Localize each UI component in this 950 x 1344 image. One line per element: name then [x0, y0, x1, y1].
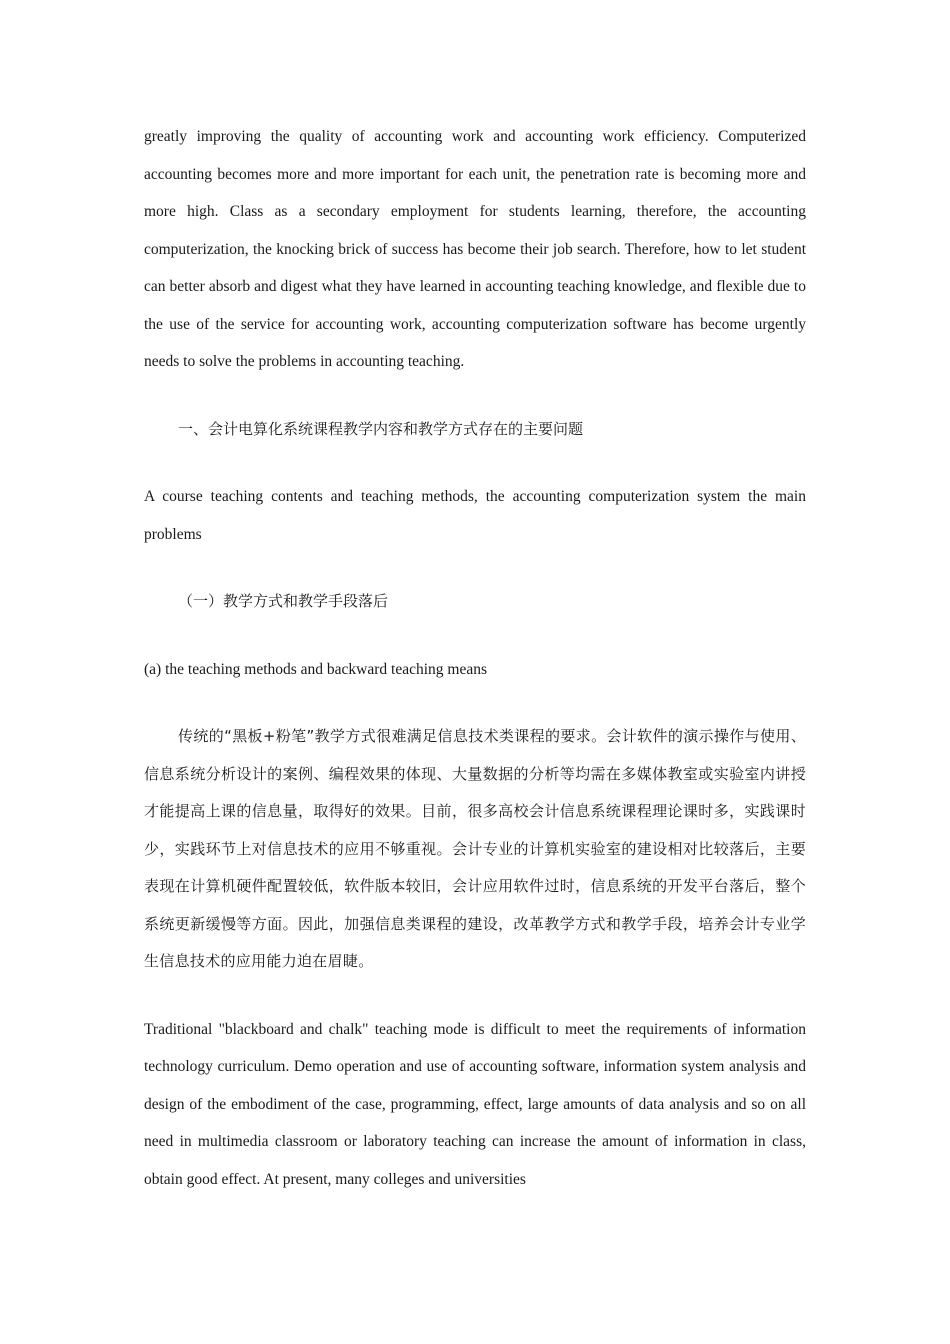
spacer — [144, 621, 806, 651]
spacer — [144, 448, 806, 478]
paragraph-body-cn: 传统的“黑板+粉笔”教学方式很难满足信息技术类课程的要求。会计软件的演示操作与使用、信息系统分析设计的案例、编程效果的体现、大量数据的分析等均需在多媒体教室或实验室内讲授才能提高上课的信息量，取得好的效果。目前，很多高校会计信息系统课程理论课时多，实践课时少，实践环节上对信息技术的应用不够重视。会计专业的计算机实验室的建设相对比较落后，主要表现在计算机硬件配置较低，软件版本较旧，会计应用软件过时，信息系统的开发平台落后，整个系统更新缓慢等方面。因此，加强信息类课程的建设，改革教学方式和教学手段，培养会计专业学生信息技术的应用能力迫在眉睫。 — [144, 727, 806, 970]
spacer — [144, 553, 806, 583]
spacer — [144, 981, 806, 1011]
document-page — [144, 118, 806, 1198]
section-heading-en: A course teaching contents and teaching methods, the accounting computerization system the main problems — [144, 488, 806, 543]
subsection-heading-cn: （一）教学方式和教学手段落后 — [178, 592, 389, 610]
subsection-heading-en: (a) the teaching methods and backward teaching means — [144, 660, 488, 678]
section-heading-cn: 一、会计电算化系统课程教学内容和教学方式存在的主要问题 — [178, 419, 584, 438]
spacer — [144, 688, 806, 718]
paragraph-body-en: Traditional "blackboard and chalk" teaching mode is difficult to meet the requirements of information technology curriculum. Demo operation and use of accounting software, information system analysis and design of the embodiment of the case, programming, effect, large amounts of data analysis and so on all need in multimedia classroom or laboratory teaching can increase the amount of information in class, obtain good effect. At present, many colleges and universities — [144, 1020, 806, 1188]
paragraph-intro-en: greatly improving the quality of accounting work and accounting work efficiency. Computerized accounting becomes more and more important for each unit, the penetration rate is becoming more and more high. Class as a secondary employment for students learning, therefore, the accounting computerization, the knocking brick of success has become their job search. Therefore, how to let student can better absorb and digest what they have learned in accounting teaching knowledge, and flexible due to the use of the service for accounting work, accounting computerization software has become urgently needs to solve the problems in accounting teaching. — [144, 128, 806, 370]
spacer — [144, 381, 806, 411]
